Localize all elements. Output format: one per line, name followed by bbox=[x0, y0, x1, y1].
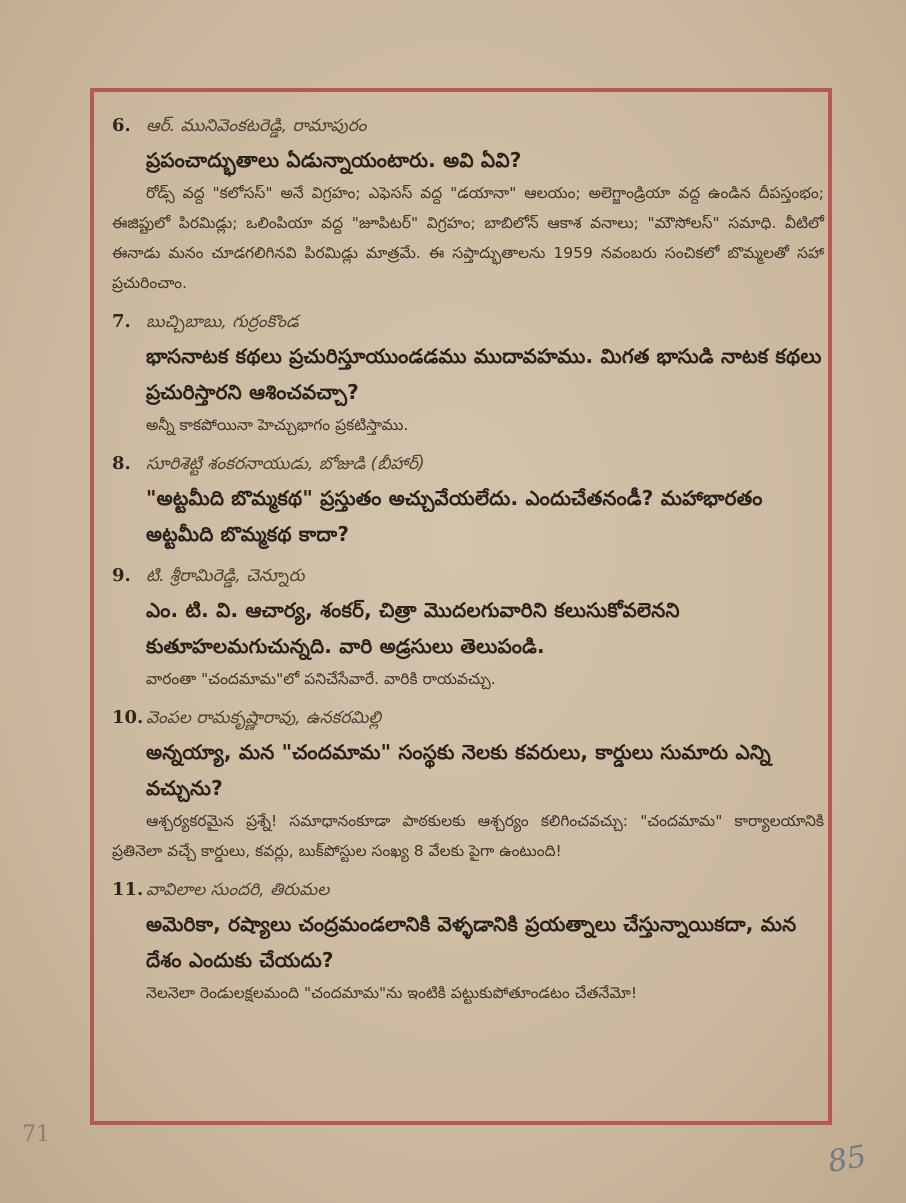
qa-item bbox=[112, 874, 824, 1008]
asker-name: టి. శ్రీరామిరెడ్డి, చెన్నూరు bbox=[146, 566, 305, 586]
qa-item bbox=[112, 110, 824, 298]
answer-text: వారంతా "చందమామ"లో పనిచేసేవారే. వారికి రాయవచ్చు. bbox=[146, 670, 496, 688]
answer-text: ఆశ్చర్యకరమైన ప్రశ్నే! సమాధానంకూడా పాఠకులకు ఆశ్చర్యం కలిగించవచ్చు: "చందమామ" కార్యాలయానికి ప్రతినెలా వచ్చే కార్డులు, కవర్లు, బుక్‌పోస్టుల సంఖ్య 8 వేలకు పైగా ఉంటుంది! bbox=[112, 812, 824, 860]
question-text: "అట్టమీది బొమ్మకథ" ప్రస్తుతం అచ్చువేయలేదు. ఎందుచేతనండీ? మహాభారతం అట్టమీది బొమ్మకథ కాదా? bbox=[146, 486, 763, 546]
handwritten-page-number: 85 bbox=[825, 1138, 869, 1181]
answer-text: రోడ్స్ వద్ద "కలోసస్" అనే విగ్రహం; ఎఫెసస్ వద్ద "డయానా" ఆలయం; అలెగ్జాండ్రియా వద్ద ఉండిన దీపస్తంభం; ఈజిప్టులో పిరమిడ్లు; ఒలింపియా వద్ద "జూపిటర్" విగ్రహం; బాబిలోన్ ఆకాశ వనాలు; "మౌసోలస్" సమాధి. వీటిలో ఈనాడు మనం చూడగలిగినవి పిరమిడ్లు మాత్రమే. ఈ సప్తాద్భుతాలను 1959 నవంబరు సంచికలో బొమ్మలతో సహా ప్రచురించాం. bbox=[112, 184, 824, 292]
asker-name: వెంపల రామకృష్ణారావు, ఉనకరమిల్లి bbox=[146, 708, 381, 728]
margin-page-number: 71 bbox=[22, 1122, 50, 1147]
item-number: 7. bbox=[112, 311, 131, 332]
asker-name: బుచ్చిబాబు, గుర్రంకొండ bbox=[146, 312, 299, 332]
answer-text: అన్నీ కాకపోయినా హెచ్చుభాగం ప్రకటిస్తాము. bbox=[146, 416, 409, 434]
asker-name: వావిలాల సుందరి, తిరుమల bbox=[146, 880, 330, 900]
question-text: ప్రపంచాద్భుతాలు ఏడున్నాయంటారు. అవి ఏవి? bbox=[146, 148, 522, 172]
item-number: 6. bbox=[112, 115, 131, 136]
qa-item bbox=[112, 306, 824, 440]
answer-text: నెలనెలా రెండులక్షలమంది "చందమామ"ను ఇంటికి పట్టుకుపోతూండటం చేతనేమో! bbox=[146, 984, 638, 1002]
qa-column bbox=[112, 110, 824, 1016]
question-text: భాసనాటక కథలు ప్రచురిస్తూయుండడము ముదావహము. మిగత భాసుడి నాటక కథలు ప్రచురిస్తారని ఆశించవచ్చా? bbox=[146, 344, 822, 404]
qa-item bbox=[112, 702, 824, 866]
item-number: 10. bbox=[112, 707, 144, 728]
asker-name: సూరిశెట్టి శంకరనాయుడు, బోజుడి (బీహార్) bbox=[146, 454, 425, 474]
item-number: 11. bbox=[112, 879, 144, 900]
item-number: 9. bbox=[112, 565, 131, 586]
asker-name: ఆర్. మునివెంకటరెడ్డి, రామాపురం bbox=[146, 116, 367, 136]
question-text: ఎం. టి. వి. ఆచార్య, శంకర్, చిత్రా మొదలగువారిని కలుసుకోవలెనని కుతూహలమగుచున్నది. వారి అడ్రసులు తెలుపండి. bbox=[146, 598, 680, 658]
qa-item bbox=[112, 448, 824, 552]
item-number: 8. bbox=[112, 453, 131, 474]
question-text: అన్నయ్యా, మన "చందమామ" సంస్థకు నెలకు కవరులు, కార్డులు సుమారు ఎన్ని వచ్చును? bbox=[146, 740, 771, 800]
qa-item bbox=[112, 560, 824, 694]
question-text: అమెరికా, రష్యాలు చంద్రమండలానికి వెళ్ళడానికి ప్రయత్నాలు చేస్తున్నాయికదా, మన దేశం ఎందుకు చేయదు? bbox=[146, 912, 797, 972]
